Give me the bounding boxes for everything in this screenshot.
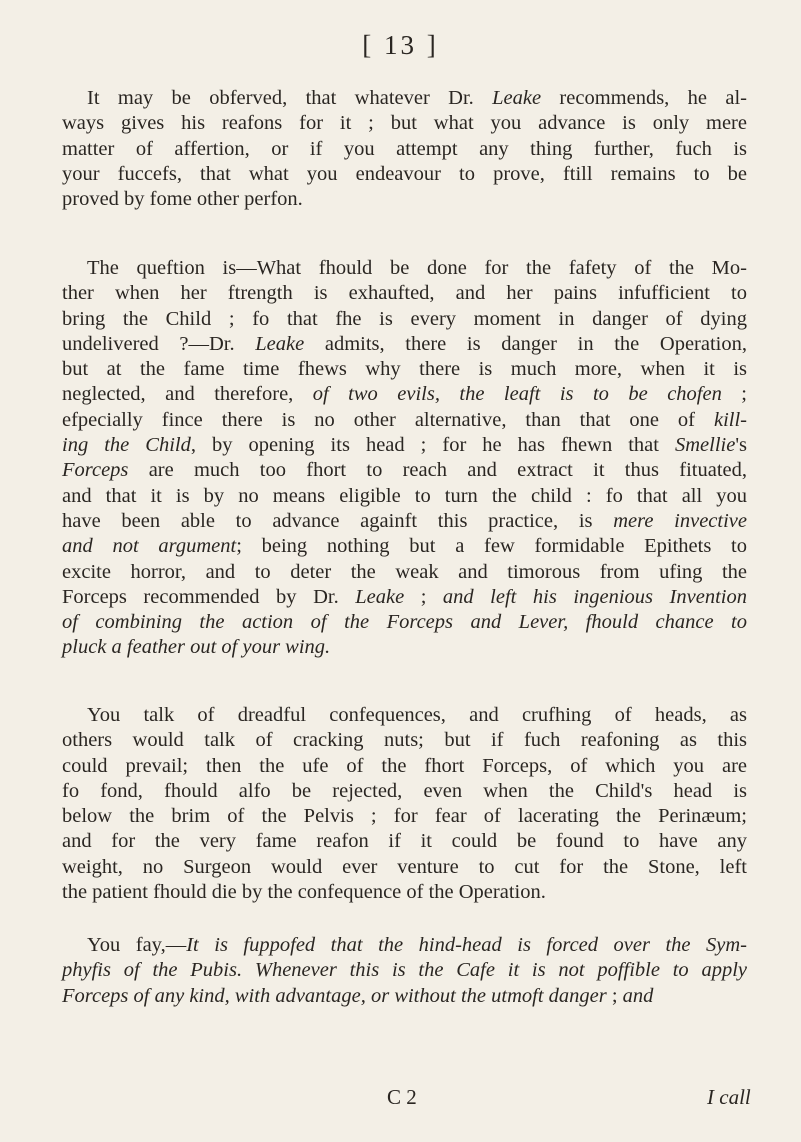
text-line bbox=[62, 958, 747, 983]
text-run: , by opening its head ; for he has fhewn that bbox=[190, 434, 675, 457]
text-run: excite horror, and to deter the weak and timorous from ufing the bbox=[62, 560, 747, 583]
paragraph-4 bbox=[62, 933, 747, 1009]
italic-run: kill- bbox=[713, 408, 747, 431]
text-line bbox=[62, 610, 747, 635]
text-line bbox=[62, 534, 747, 559]
italic-run: and not argument bbox=[62, 535, 237, 558]
text-line bbox=[62, 829, 747, 854]
italic-run: phyfis of the Pubis. Whenever this is the Cafe it is not poffible to apply bbox=[62, 959, 747, 982]
text-line bbox=[62, 635, 747, 660]
text-line bbox=[62, 585, 747, 610]
text-run: ; bbox=[606, 984, 623, 1007]
text-line bbox=[62, 703, 747, 728]
italic-run: pluck a feather out of your wing. bbox=[62, 636, 331, 659]
text-line bbox=[62, 281, 747, 306]
text-run: could prevail; then the ufe of the fhort Forceps, of which you are bbox=[62, 754, 747, 777]
paragraph-2 bbox=[62, 256, 747, 661]
text-run: fo fond, fhould alfo be rejected, even when the Child's head is bbox=[62, 779, 747, 802]
text-line bbox=[62, 484, 747, 509]
text-line bbox=[62, 458, 747, 483]
text-line bbox=[62, 332, 747, 357]
text-line bbox=[62, 256, 747, 281]
text-run: and for the very fame reafon if it could be found to have any bbox=[62, 830, 747, 853]
italic-run: Smellie bbox=[674, 434, 736, 457]
text-run: efpecially fince there is no other alternative, than that one of bbox=[62, 408, 714, 431]
text-line bbox=[62, 162, 747, 187]
paragraph-1 bbox=[62, 86, 747, 212]
text-run: have been able to advance againft this practice, is bbox=[62, 509, 614, 532]
catchword: I call bbox=[707, 1085, 751, 1109]
text-run: undelivered ?—Dr. bbox=[62, 332, 256, 355]
text-line bbox=[62, 804, 747, 829]
text-run: are much too fhort to reach and extract it thus fituated, bbox=[128, 459, 747, 482]
text-run: 's bbox=[735, 434, 747, 457]
text-line bbox=[62, 779, 747, 804]
italic-run: of two evils, the leaft is to be chofen bbox=[312, 383, 722, 406]
italic-run: Leake bbox=[255, 332, 305, 355]
text-line bbox=[62, 984, 747, 1009]
italic-run: ing the Child bbox=[62, 434, 191, 457]
text-run: weight, no Surgeon would ever venture to cut for the Stone, left bbox=[62, 855, 747, 878]
text-line bbox=[62, 855, 747, 880]
text-line bbox=[62, 560, 747, 585]
text-run: recommends, he al- bbox=[541, 87, 747, 109]
text-line bbox=[62, 433, 747, 458]
text-run: admits, there is danger in the Operation, bbox=[304, 332, 747, 355]
text-run: It may be obferved, that whatever Dr. bbox=[87, 87, 493, 109]
italic-run: of combining the action of the Forceps and Lever, fhould chance to bbox=[62, 611, 747, 634]
text-line bbox=[62, 933, 747, 958]
text-run: You fay,— bbox=[87, 934, 187, 956]
text-run: You talk of dreadful confequences, and crufhing of heads, as bbox=[87, 704, 747, 726]
text-run: below the brim of the Pelvis ; for fear of lacerating the Perinæum; bbox=[62, 805, 747, 828]
text-run: bring the Child ; fo that fhe is every moment in danger of dying bbox=[62, 307, 747, 330]
text-run: but at the fame time fhews why there is much more, when it is bbox=[62, 358, 747, 381]
text-line bbox=[62, 408, 747, 433]
text-run: the patient fhould die by the confequence of the Operation. bbox=[62, 881, 546, 904]
italic-run: and left his ingenious Invention bbox=[442, 585, 747, 608]
text-run: matter of affertion, or if you attempt any thing further, fuch is bbox=[62, 137, 747, 160]
text-line bbox=[62, 728, 747, 753]
page-number: [ 13 ] bbox=[362, 30, 439, 60]
italic-run: Forceps of any kind, with advantage, or without the utmoft danger bbox=[62, 984, 607, 1007]
page-footer bbox=[0, 1085, 801, 1113]
text-line bbox=[62, 382, 747, 407]
text-run: ways gives his reafons for it ; but what you advance is only mere bbox=[62, 112, 747, 135]
text-run: neglected, and therefore, bbox=[62, 383, 313, 406]
text-run: proved by fome other perfon. bbox=[62, 188, 303, 211]
text-line bbox=[62, 509, 747, 534]
text-line bbox=[62, 357, 747, 382]
text-line bbox=[62, 307, 747, 332]
text-run: others would talk of cracking nuts; but if fuch reafoning as this bbox=[62, 729, 747, 752]
text-line bbox=[62, 137, 747, 162]
italic-run: and bbox=[622, 984, 654, 1007]
paragraph-3 bbox=[62, 703, 747, 905]
text-line bbox=[62, 86, 747, 111]
italic-run: mere invective bbox=[613, 509, 747, 532]
text-line bbox=[62, 880, 747, 905]
text-run: ; being nothing but a few formidable Epithets to bbox=[236, 535, 747, 558]
text-line bbox=[62, 187, 747, 212]
text-run: ; bbox=[721, 383, 748, 406]
italic-run: Leake bbox=[355, 585, 405, 608]
text-line bbox=[62, 111, 747, 136]
italic-run: It is fuppofed that the hind-head is forced over the Sym- bbox=[186, 934, 747, 956]
text-run: and that it is by no means eligible to turn the child : fo that all you bbox=[62, 484, 747, 507]
text-run: Forceps recommended by Dr. bbox=[62, 585, 356, 608]
text-run: The queftion is—What fhould be done for the fafety of the Mo- bbox=[87, 257, 747, 279]
italic-run: Leake bbox=[492, 87, 542, 109]
text-line bbox=[62, 754, 747, 779]
text-run: ther when her ftrength is exhaufted, and her pains infufficient to bbox=[62, 282, 747, 305]
signature-mark: C 2 bbox=[387, 1085, 417, 1109]
italic-run: Forceps bbox=[62, 459, 129, 482]
text-run: your fuccefs, that what you endeavour to prove, ftill remains to be bbox=[62, 162, 747, 185]
text-run: ; bbox=[404, 585, 443, 608]
